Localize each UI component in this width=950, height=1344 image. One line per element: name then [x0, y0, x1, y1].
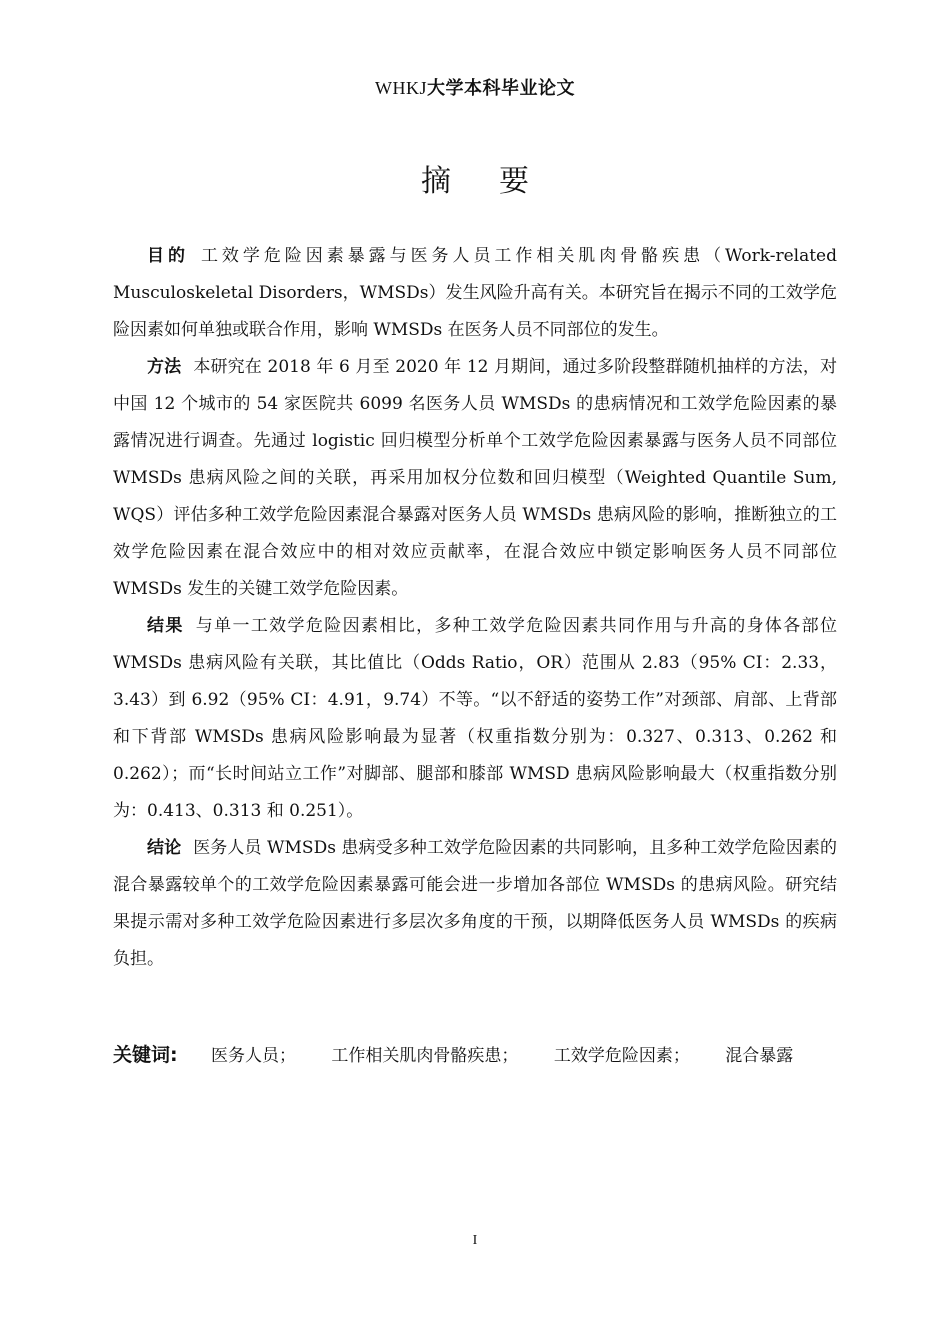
conclusion-text: 医务人员 WMSDs 患病受多种工效学危险因素的共同影响，且多种工效学危险因素的混合暴露较单个的工效学危险因素暴露可能会进一步增加各部位 WMSDs 的患病风险。研究结果提示需对多种工效学危险因素进行多层次多角度的干预，以期降低医务人员 WMSDs 的疾病负担。 — [113, 838, 838, 969]
abstract-conclusion-paragraph — [113, 830, 837, 978]
abstract-methods-paragraph — [113, 349, 837, 608]
header-university-code: WHKJ — [375, 78, 427, 98]
abstract-results-paragraph — [113, 608, 837, 830]
keyword-item: 混合暴露 — [725, 1046, 794, 1066]
results-text: 与单一工效学危险因素相比，多种工效学危险因素共同作用与升高的身体各部位 WMSDs 患病风险有关联，其比值比（Odds Ratio，OR）范围从 2.83（95% CI：2.33，3.43）到 6.92（95% CI：4.91，9.74）不等。“以不舒适的姿势工作”对颈部、肩部、上背部和下背部 WMSDs 患病风险影响最为显著（权重指数分别为：0.327、0.313、0.262 和 0.262）；而“长时间站立工作”对脚部、腿部和膝部 WMSD 患病风险影响最大（权重指数分别为：0.413、0.313 和 0.251）。 — [113, 616, 838, 821]
methods-text: 本研究在 2018 年 6 月至 2020 年 12 月期间，通过多阶段整群随机抽样的方法，对中国 12 个城市的 54 家医院共 6099 名医务人员 WMSDs 的患病情况和工效学危险因素的暴露情况进行调查。先通过 logistic 回归模型分析单个工效学危险因素暴露与医务人员不同部位 WMSDs 患病风险之间的关联，再采用加权分位数和回归模型（Weighted Quantile Sum, WQS）评估多种工效学危险因素混合暴露对医务人员 WMSDs 患病风险的影响，推断独立的工效学危险因素在混合效应中的相对效应贡献率，在混合效应中锁定影响医务人员不同部位 WMSDs 发生的关键工效学危险因素。 — [113, 357, 837, 599]
results-label: 结果 — [147, 616, 184, 636]
conclusion-label: 结论 — [147, 838, 182, 858]
abstract-body — [113, 238, 837, 978]
keyword-item: 工效学危险因素； — [553, 1046, 690, 1066]
keyword-item: 医务人员； — [211, 1046, 297, 1066]
header-thesis-type: 大学本科毕业论文 — [427, 78, 575, 99]
page-number: I — [472, 1233, 478, 1248]
abstract-objective-paragraph — [113, 238, 837, 349]
methods-label: 方法 — [147, 357, 182, 377]
keywords-line — [113, 1040, 853, 1067]
keyword-item: 工作相关肌肉骨骼疾患； — [331, 1046, 519, 1066]
page-title: 摘要 — [421, 164, 577, 199]
running-header — [0, 74, 950, 100]
objective-label: 目的 — [147, 246, 189, 266]
objective-text: 工效学危险因素暴露与医务人员工作相关肌肉骨骼疾患（Work-related Musculoskeletal Disorders，WMSDs）发生风险升高有关。本研究旨在揭示不同的工效学危险因素如何单独或联合作用，影响 WMSDs 在医务人员不同部位的发生。 — [113, 246, 838, 340]
keywords-label: 关键词: — [113, 1044, 178, 1066]
